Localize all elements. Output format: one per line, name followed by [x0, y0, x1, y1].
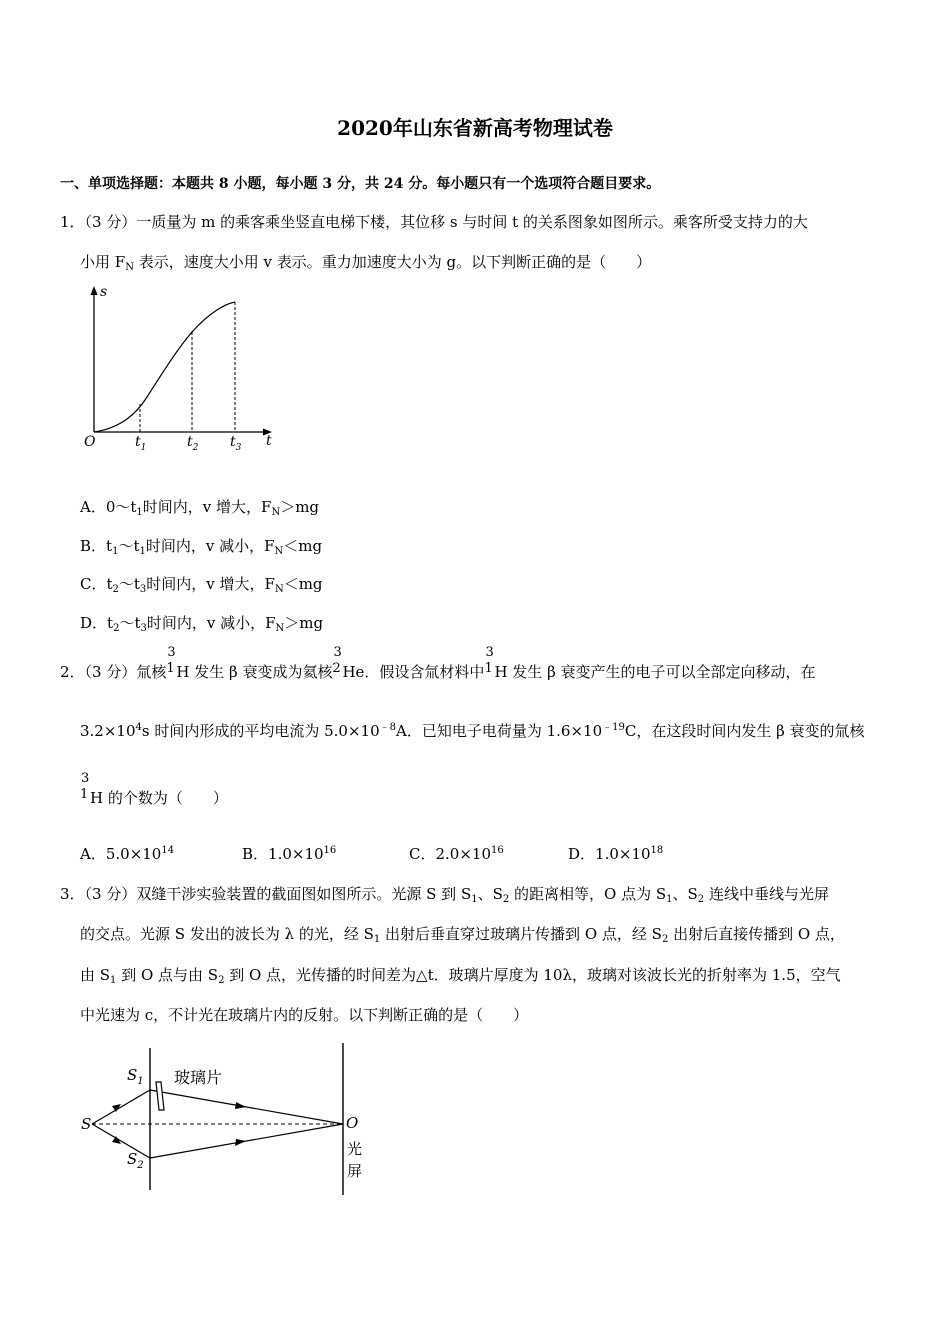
y-axis-arrow	[91, 286, 98, 295]
q1-line1	[60, 211, 808, 232]
q2-option-a[interactable]: A．$5.0\times 10^{14}$	[80, 845, 175, 863]
s-t-graph	[80, 282, 280, 457]
helium-nuclide: 3 2	[332, 645, 342, 676]
q2-line2: $3.2\times 10^4s$ 时间内形成的平均电流为 $5.0\times 10^{﹣8}A$．已知电子电荷量为 $1.6\times 10^{﹣19}C$，在这段时间内发生 β 衰变的氚核	[80, 722, 865, 740]
tick-t2: $t_2$	[187, 434, 199, 453]
o-label: O	[346, 1114, 359, 1132]
s2-label: $S_2$	[127, 1150, 144, 1171]
s1-label: $S_1$	[127, 1066, 144, 1087]
q1-option-d[interactable]: D．$t_2\sim t_3$时间内，v 减小，$F_N>mg$	[80, 614, 324, 634]
glass-plate	[156, 1082, 164, 1110]
q3-number: 3．	[60, 885, 85, 903]
s-t-curve	[94, 302, 235, 432]
ray-s-s1	[92, 1090, 150, 1124]
double-slit-diagram	[80, 1040, 380, 1200]
q2-number: 2．	[60, 663, 85, 681]
q3-line3: 由 $S_1$ 到 O 点与由 $S_2$ 到 O 点，光传播的时间差为△t．玻璃片厚度为 10λ，玻璃对该波长光的折射率为 1.5，空气	[80, 966, 841, 986]
q1-option-c[interactable]: C．$t_2\sim t_3$时间内，v 增大，$F_N<mg$	[80, 575, 323, 595]
q3-line2: 的交点。光源 S 发出的波长为 λ 的光，经 $S_1$ 出射后垂直穿过玻璃片传播到 O 点，经 $S_2$ 出射后直接传播到 O 点，	[80, 925, 845, 945]
q2-line1: 2．（3 分）氚核 3 1 H 发生 β 衰变成为氦核 3 2 He．假设含氚材料中 3 1 H 发生 β 衰变产生的电子可以全部定向移动，在	[60, 645, 816, 681]
ray-s2-o	[150, 1124, 343, 1158]
screen-label-1: 光	[347, 1140, 363, 1158]
q2-option-d[interactable]: D．$1.0\times 10^{18}$	[568, 845, 664, 863]
q1-text-line1: 一质量为 m 的乘客乘坐竖直电梯下楼，其位移 s 与时间 t 的关系图象如图所示。乘客所受支持力的大	[136, 213, 808, 231]
q1-option-b[interactable]: B．$t_1\sim t_1$时间内，v 减小，$F_N<mg$	[80, 537, 323, 557]
q3-score: （3 分）	[84, 885, 137, 903]
q2-score: （3 分）	[84, 663, 137, 681]
ray-s1-o	[150, 1090, 343, 1124]
tritium-nuclide-2: 3 1	[484, 645, 494, 676]
tritium-nuclide-3: 3 1	[80, 771, 90, 802]
source-label: S	[81, 1115, 92, 1133]
ray-s-s2	[92, 1124, 150, 1158]
screen-label-2: 屏	[347, 1162, 363, 1180]
q1-option-a[interactable]: A．$0\sim t_1$时间内，v 增大，$F_N>mg$	[80, 498, 320, 518]
q1-number: 1．	[60, 213, 85, 231]
arrow-s2-o	[235, 1139, 246, 1146]
q2-line3: 3 1 H 的个数为（ ）	[80, 771, 228, 807]
y-axis-label: s	[100, 284, 108, 300]
tritium-nuclide-1: 3 1	[166, 645, 176, 676]
q3-line4: 中光速为 c，不计光在玻璃片内的反射。以下判断正确的是（ ）	[80, 1006, 529, 1024]
x-axis-label: t	[266, 433, 272, 449]
tick-t1: $t_1$	[135, 434, 147, 453]
origin-label: O	[84, 434, 96, 450]
q2-option-b[interactable]: B．$1.0\times 10^{16}$	[242, 845, 337, 863]
section-heading: 一、单项选择题：本题共 8 小题，每小题 3 分，共 24 分。每小题只有一个选项符合题目要求。	[60, 176, 661, 192]
tick-t3: $t_3$	[230, 434, 242, 453]
page-title: 2020年山东省新高考物理试卷	[337, 116, 613, 140]
q1-line2: 小用 $F_N$ 表示，速度大小用 v 表示。重力加速度大小为 g。以下判断正确的是（ ）	[80, 253, 652, 273]
arrow-s1-o	[235, 1102, 246, 1109]
q1-score: （3 分）	[84, 213, 137, 231]
glass-label: 玻璃片	[174, 1068, 223, 1087]
q3-line1: 3．（3 分）双缝干涉实验装置的截面图如图所示。光源 S 到 $S_1$、$S_2$ 的距离相等，O 点为 $S_1$、$S_2$ 连线中垂线与光屏	[60, 885, 829, 905]
q2-option-c[interactable]: C．$2.0\times 10^{16}$	[409, 845, 504, 863]
